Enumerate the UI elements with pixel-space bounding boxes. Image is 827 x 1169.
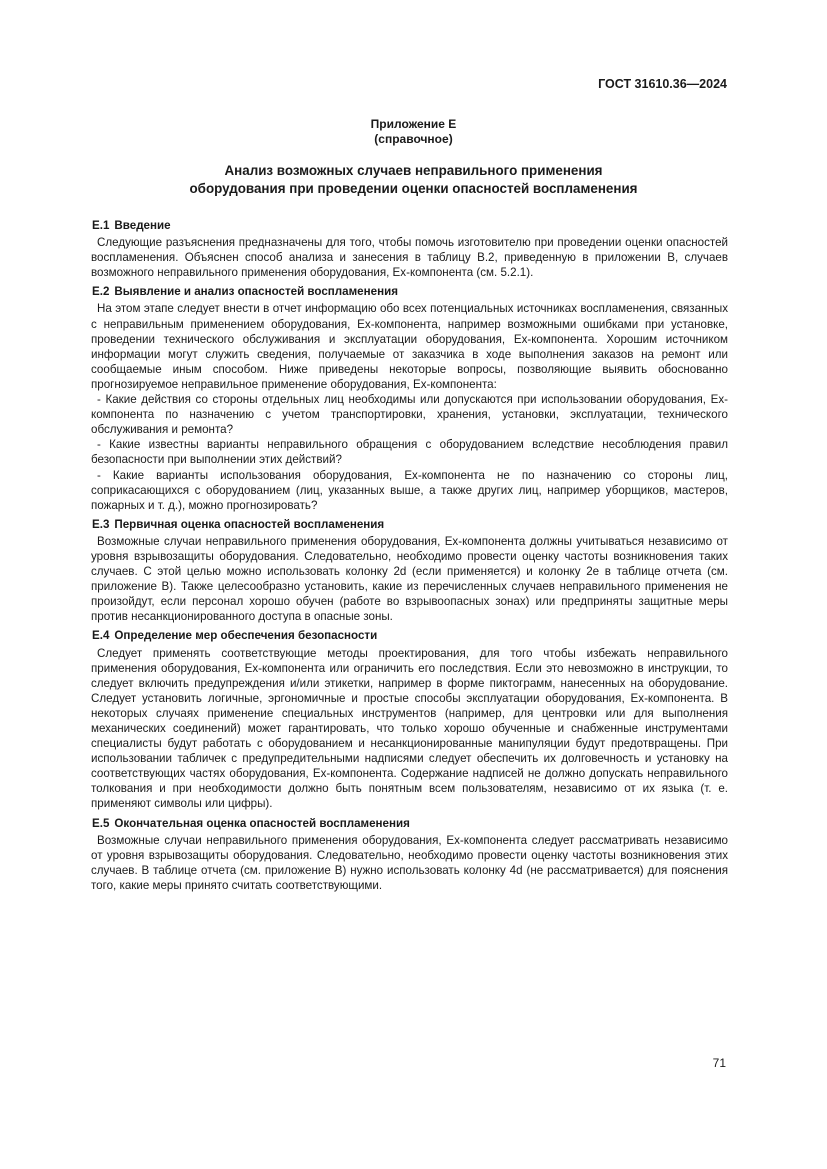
- title-line-2: оборудования при проведении оценки опасностей воспламенения: [189, 181, 638, 196]
- section-heading: Е.1 Введение: [92, 219, 171, 232]
- paragraph: Возможные случаи неправильного применения оборудования, Ex-компонента должны учитываться независимо от уровня взрывозащиты оборудования. Следовательно, необходимо провести оценку частоты возникновения таких случаев. С этой целью можно использовать колонку 2d (если применяется) и колонку 2е в таблице отчета (см. приложение В). Также целесообразно установить, какие из перечисленных случаев неправильного применения не произойдут, если персонал хорошо обучен (работе во взрывоопасных зонах) или предприняты защитные меры против несанкционированного доступа в опасные зоны.: [91, 534, 728, 624]
- list-item: - Какие варианты использования оборудования, Ex-компонента не по назначению со стороны лиц, соприкасающихся с оборудованием (лиц, указанных выше, а также других лиц, например уборщиков, мастеров, пожарных и т. д.), можно прогнозировать?: [91, 468, 728, 512]
- standard-code: ГОСТ 31610.36—2024: [598, 77, 727, 91]
- section-heading: Е.3 Первичная оценка опасностей воспламенения: [92, 517, 385, 531]
- appendix-type: (справочное): [374, 132, 453, 146]
- paragraph: На этом этапе следует внести в отчет информацию обо всех потенциальных источниках воспламенения, связанных с неправильным применением оборудования, Ex-компонента, например возможными ошибками при установке, проведении технического обслуживания и эксплуатации оборудования, Ex-компонента. Хорошим источником информации могут служить сведения, получаемые от заказчика в ходе выполнения заказов на ремонт или сообщаемые иным способом. Ниже приведены некоторые вопросы, позволяющие выявить обоснованно прогнозируемое неправильное применение оборудования, Ex-компонента:: [91, 302, 728, 391]
- section-e5: [91, 816, 728, 893]
- section-heading: Е.2 Выявление и анализ опасностей воспламенения: [92, 285, 398, 299]
- document-body: [91, 218, 728, 897]
- paragraph: Возможные случаи неправильного применения оборудования, Ex-компонента следует рассматривать независимо от уровня взрывозащиты оборудования. Следовательно, необходимо провести оценку частоты возникновения этих случаев. В таблице отчета (см. приложение В) нужно использовать колонку 4d (не рассматривается) для пояснения того, какие меры принято считать соответствующими.: [91, 833, 728, 892]
- section-heading: Е.4 Определение мер обеспечения безопасности: [92, 629, 378, 643]
- list-item: - Какие действия со стороны отдельных лиц необходимы или допускаются при использовании оборудования, Ex-компонента по назначению с учетом транспортировки, хранения, установки, эксплуатации, технического обслуживания и ремонта?: [91, 393, 728, 437]
- section-heading: Е.5 Окончательная оценка опасностей воспламенения: [92, 816, 410, 830]
- section-e3: [91, 517, 728, 625]
- section-e4: [91, 628, 728, 811]
- list-item: - Какие известны варианты неправильного обращения с оборудованием вследствие несоблюдения правил безопасности при выполнении этих действий?: [91, 438, 728, 467]
- section-e2: [91, 284, 728, 512]
- title-line-1: Анализ возможных случаев неправильного применения: [224, 163, 603, 178]
- paragraph: Следует применять соответствующие методы проектирования, для того чтобы избежать неправильного применения оборудования, Ex-компонента или ограничить его последствия. Если это невозможно в инструкции, то следует включить предупреждения и/или этикетки, например в форме пиктограмм, нанесенных на оборудование. Следует установить логичные, эргономичные и простые способы эксплуатации оборудования, Ex-компонента. В некоторых случаях применение специальных инструментов (например, для центровки или для выполнения механических соединений) может гарантировать, что только хорошо обученные и снабженные инструментами специалисты будут работать с оборудованием и несанкционированные манипуляции будут предотвращены. При использовании табличек с предупредительными надписями следует обеспечить их долговечность и установку на соответствующих частях оборудования, Ex-компонента. Содержание надписей не должно допускать неправильного толкования и при необходимости должно быть понятным всем пользователям, независимо от их языка (т. е. применяют символы или цифры).: [91, 646, 728, 811]
- page-number: 71: [712, 1056, 726, 1070]
- appendix-heading: [0, 117, 827, 147]
- section-e1: [91, 218, 728, 280]
- appendix-label: Приложение Е: [370, 117, 457, 131]
- paragraph: Следующие разъяснения предназначены для того, чтобы помочь изготовителю при проведении оценки опасностей воспламенения. Объяснен способ анализа и занесения в таблицу В.2, приведенную в приложении В, случаев возможного неправильного применения оборудования, Ex-компонента (см. 5.2.1).: [91, 236, 728, 280]
- document-title: [0, 162, 827, 198]
